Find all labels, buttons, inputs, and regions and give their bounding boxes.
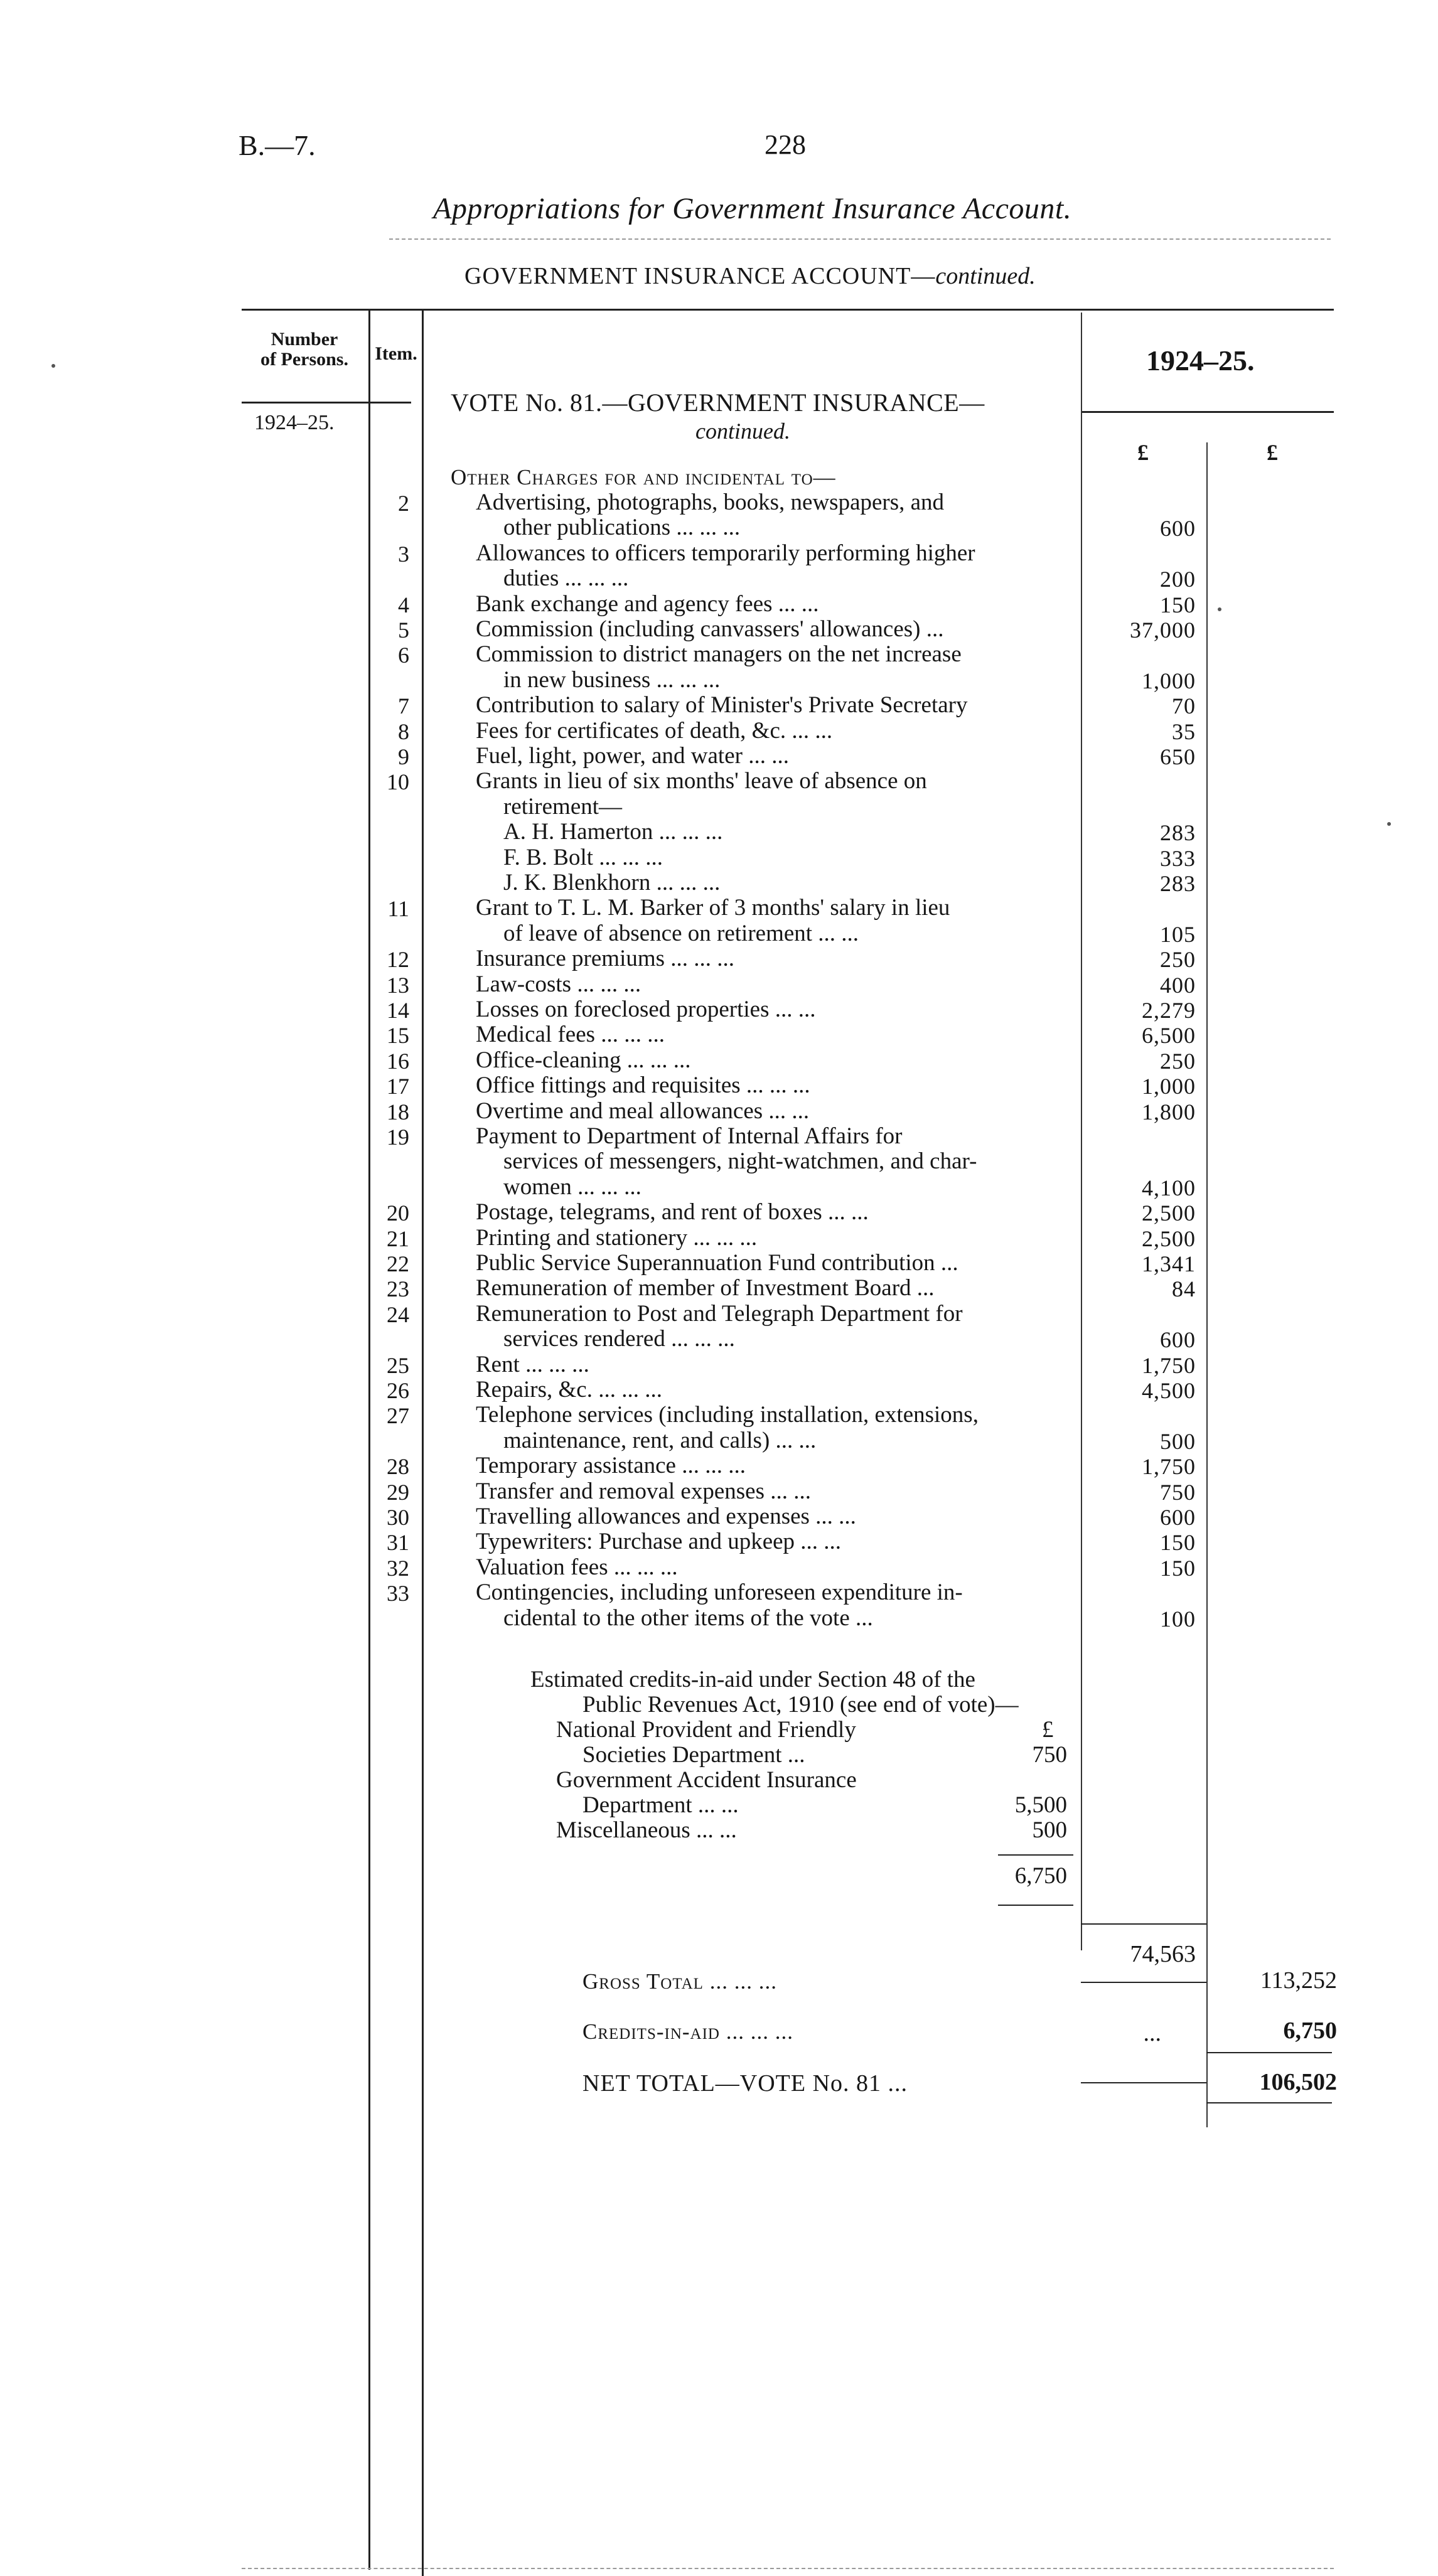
- item-description: F. B. Bolt ... ... ...: [503, 844, 663, 870]
- credits-sum-rule: [998, 1854, 1073, 1856]
- item-description: Commission (including canvassers' allowances) ...: [476, 616, 944, 642]
- item-amount: 1,341: [1142, 1251, 1196, 1276]
- item-number: 23: [387, 1276, 409, 1302]
- year-header-rule: [1081, 411, 1334, 413]
- item-description: services of messengers, night-watchmen, and char-: [503, 1148, 977, 1175]
- item-amount: 1,750: [1142, 1454, 1196, 1480]
- item-description: Contingencies, including unforeseen expenditure in-: [476, 1579, 963, 1606]
- subtotal-bottom-rule: [1081, 1982, 1206, 1983]
- print-speck: [51, 364, 55, 368]
- item-amount: 35: [1172, 719, 1196, 744]
- item-description: Medical fees ... ... ...: [476, 1022, 665, 1048]
- print-speck: [1218, 607, 1221, 611]
- item-description: Office fittings and requisites ... ... ...: [476, 1072, 810, 1099]
- subtotal-rule: [1081, 1923, 1206, 1925]
- item-amount: 1,000: [1142, 1074, 1196, 1099]
- item-number: 21: [387, 1226, 409, 1251]
- item-number: 33: [387, 1581, 409, 1606]
- item-amount: 70: [1172, 693, 1196, 719]
- page-number: 228: [765, 129, 806, 160]
- item-amount: 600: [1160, 516, 1196, 542]
- credits-intro-line1: Estimated credits-in-aid under Section 48 of the: [530, 1667, 975, 1692]
- section-heading: Other Charges for and incidental to—: [451, 465, 836, 489]
- item-amount: 600: [1160, 1327, 1196, 1353]
- item-description: Repairs, &c. ... ... ...: [476, 1377, 662, 1403]
- account-title-main: GOVERNMENT INSURANCE ACCOUNT—: [464, 263, 936, 289]
- item-description: Allowances to officers temporarily performing higher: [476, 540, 975, 566]
- item-amount: 250: [1160, 947, 1196, 973]
- item-description: of leave of absence on retirement ... ...: [503, 920, 859, 946]
- header-divider: [389, 238, 1331, 240]
- item-number: 15: [387, 1023, 409, 1049]
- item-description: retirement—: [503, 793, 623, 820]
- credits-pound: £: [1042, 1717, 1054, 1743]
- item-description: A. H. Hamerton ... ... ...: [503, 819, 723, 845]
- gross-total-amount: 113,252: [1260, 1967, 1337, 1994]
- item-amount: 250: [1160, 1048, 1196, 1074]
- number-of-persons-header: [245, 329, 364, 370]
- item-description: Office-cleaning ... ... ...: [476, 1047, 691, 1073]
- print-speck: [1387, 822, 1391, 826]
- page-title: Appropriations for Government Insurance Account.: [433, 192, 1072, 225]
- item-number: 28: [387, 1454, 409, 1480]
- item-amount: 1,000: [1142, 668, 1196, 693]
- item-description: Grant to T. L. M. Barker of 3 months' salary in lieu: [476, 895, 950, 921]
- item-number: 29: [387, 1479, 409, 1505]
- account-title: [464, 262, 1036, 290]
- item-description: Grants in lieu of six months' leave of absence on: [476, 768, 927, 794]
- item-description: Remuneration to Post and Telegraph Department for: [476, 1300, 963, 1327]
- item-description: Insurance premiums ... ... ...: [476, 946, 735, 972]
- item-number: 22: [387, 1251, 409, 1276]
- pound-symbol-right: £: [1267, 440, 1278, 465]
- credit-1-line2: Societies Department ...: [582, 1742, 805, 1768]
- item-number: 25: [387, 1352, 409, 1378]
- item-description: Payment to Department of Internal Affairs for: [476, 1123, 903, 1149]
- item-amount: 400: [1160, 972, 1196, 998]
- item-amount: 750: [1160, 1479, 1196, 1505]
- number-of-persons-line2: of Persons.: [260, 349, 348, 370]
- item-number: 18: [387, 1099, 409, 1125]
- item-description: Telephone services (including installation, extensions,: [476, 1402, 979, 1428]
- item-amount: 500: [1160, 1428, 1196, 1454]
- item-number: 5: [398, 617, 409, 643]
- credits-in-aid-amount: 6,750: [1283, 2018, 1337, 2044]
- item-number: 3: [398, 541, 409, 567]
- item-amount: 84: [1172, 1276, 1196, 1302]
- item-desc-divider: [422, 311, 424, 2576]
- subtotal-amount: 74,563: [1130, 1941, 1196, 1967]
- item-amount: 100: [1160, 1606, 1196, 1632]
- item-description: Typewriters: Purchase and upkeep ... ...: [476, 1529, 842, 1555]
- credit-3-amount: 500: [1032, 1817, 1067, 1843]
- item-description: Travelling allowances and expenses ... ...: [476, 1504, 856, 1529]
- item-number: 20: [387, 1200, 409, 1226]
- item-number: 16: [387, 1048, 409, 1074]
- item-header: Item.: [375, 343, 417, 364]
- item-description: Overtime and meal allowances ... ...: [476, 1098, 810, 1124]
- item-number: 9: [398, 744, 409, 769]
- credits-total: 6,750: [1014, 1863, 1067, 1889]
- item-amount: 283: [1160, 871, 1196, 896]
- persons-item-divider: [368, 311, 370, 2570]
- item-number: 2: [398, 491, 409, 516]
- item-description: J. K. Blenkhorn ... ... ...: [503, 870, 721, 895]
- item-description: Bank exchange and agency fees ... ...: [476, 591, 819, 617]
- item-amount: 2,500: [1142, 1226, 1196, 1251]
- credits-total-rule: [998, 1905, 1073, 1906]
- item-amount: 650: [1160, 744, 1196, 769]
- item-amount: 283: [1160, 820, 1196, 846]
- item-description: Contribution to salary of Minister's Private Secretary: [476, 692, 968, 719]
- item-number: 14: [387, 998, 409, 1023]
- item-description: Fuel, light, power, and water ... ...: [476, 743, 789, 769]
- item-number: 11: [387, 896, 409, 922]
- item-amount: 2,279: [1142, 998, 1196, 1023]
- item-description: Postage, telegrams, and rent of boxes ... ...: [476, 1199, 869, 1226]
- credit-2-amount: 5,500: [1014, 1792, 1067, 1818]
- item-description: in new business ... ... ...: [503, 666, 721, 693]
- credit-3-line1: Miscellaneous ... ...: [556, 1817, 737, 1843]
- item-amount: 600: [1160, 1505, 1196, 1530]
- account-title-continued: continued.: [935, 263, 1036, 289]
- item-description: services rendered ... ... ...: [503, 1326, 735, 1352]
- persons-header-rule: [242, 402, 411, 404]
- item-description: Transfer and removal expenses ... ...: [476, 1478, 811, 1504]
- item-description: Losses on foreclosed properties ... ...: [476, 997, 816, 1022]
- item-description: Valuation fees ... ... ...: [476, 1554, 678, 1580]
- item-amount: 105: [1160, 921, 1196, 947]
- vote-continued: continued.: [695, 419, 790, 444]
- gross-total-label: Gross Total ... ... ...: [582, 1969, 777, 1994]
- item-number: 27: [387, 1403, 409, 1429]
- net-total-mid-rule: [1081, 2082, 1206, 2083]
- net-total-label: NET TOTAL—VOTE No. 81 ...: [582, 2070, 908, 2097]
- item-number: 10: [387, 769, 409, 795]
- credit-2-line1: Government Accident Insurance: [556, 1767, 857, 1793]
- item-description: Temporary assistance ... ... ...: [476, 1453, 746, 1479]
- item-amount: 2,500: [1142, 1200, 1196, 1226]
- item-description: Fees for certificates of death, &c. ... ...: [476, 717, 833, 744]
- credits-intro-line2: Public Revenues Act, 1910 (see end of vote)—: [582, 1692, 1019, 1718]
- item-amount: 37,000: [1130, 617, 1196, 643]
- item-number: 6: [398, 643, 409, 668]
- item-amount: 150: [1160, 592, 1196, 617]
- item-amount: 4,100: [1142, 1175, 1196, 1200]
- item-description: Commission to district managers on the net increase: [476, 641, 962, 668]
- item-number: 32: [387, 1555, 409, 1581]
- table-bottom-rule: [242, 2568, 1334, 2569]
- item-number: 17: [387, 1074, 409, 1099]
- credits-in-aid-mid: ...: [1143, 2020, 1161, 2046]
- item-number: 12: [387, 947, 409, 973]
- item-number: 7: [398, 693, 409, 719]
- item-description: Law-costs ... ... ...: [476, 971, 641, 997]
- item-description: Printing and stationery ... ... ...: [476, 1224, 758, 1251]
- table-top-rule: [242, 309, 1334, 311]
- item-number: 26: [387, 1378, 409, 1403]
- item-number: 13: [387, 972, 409, 998]
- item-number: 31: [387, 1530, 409, 1556]
- credit-1-amount: 750: [1032, 1742, 1067, 1768]
- item-description: maintenance, rent, and calls) ... ...: [503, 1427, 817, 1453]
- item-description: Advertising, photographs, books, newspapers, and: [476, 489, 945, 515]
- vote-title: VOTE No. 81.—GOVERNMENT INSURANCE—: [451, 388, 985, 417]
- amount-divider: [1206, 442, 1208, 2127]
- year-header: 1924–25.: [1146, 345, 1255, 377]
- desc-amount-divider: [1081, 313, 1082, 1950]
- item-number: 8: [398, 719, 409, 744]
- credits-in-aid-label: Credits-in-aid ... ... ...: [582, 2019, 793, 2044]
- credit-2-line2: Department ... ...: [582, 1792, 739, 1818]
- report-code: B.—7.: [239, 129, 316, 161]
- item-description: cidental to the other items of the vote ...: [503, 1605, 873, 1631]
- item-description: Rent ... ... ...: [476, 1351, 589, 1377]
- item-number: 4: [398, 592, 409, 617]
- item-description: Remuneration of member of Investment Board ...: [476, 1275, 935, 1301]
- item-amount: 150: [1160, 1530, 1196, 1556]
- item-description: other publications ... ... ...: [503, 515, 741, 541]
- item-description: Public Service Superannuation Fund contribution ...: [476, 1250, 958, 1276]
- net-total-amount: 106,502: [1259, 2069, 1337, 2095]
- persons-year: 1924–25.: [254, 411, 335, 434]
- net-total-top-rule: [1206, 2052, 1332, 2053]
- item-description: women ... ... ...: [503, 1173, 641, 1200]
- item-amount: 6,500: [1142, 1023, 1196, 1049]
- item-number: 19: [387, 1125, 409, 1150]
- item-number: 30: [387, 1505, 409, 1530]
- item-amount: 4,500: [1142, 1378, 1196, 1403]
- item-number: 24: [387, 1301, 409, 1327]
- credit-1-line1: National Provident and Friendly: [556, 1717, 856, 1743]
- item-amount: 1,800: [1142, 1099, 1196, 1125]
- item-amount: 200: [1160, 567, 1196, 592]
- net-total-bottom-rule: [1206, 2102, 1332, 2103]
- number-of-persons-line1: Number: [271, 329, 338, 350]
- item-amount: 150: [1160, 1555, 1196, 1581]
- item-amount: 1,750: [1142, 1352, 1196, 1378]
- pound-symbol-left: £: [1137, 440, 1149, 465]
- item-amount: 333: [1160, 845, 1196, 871]
- item-description: duties ... ... ...: [503, 565, 629, 592]
